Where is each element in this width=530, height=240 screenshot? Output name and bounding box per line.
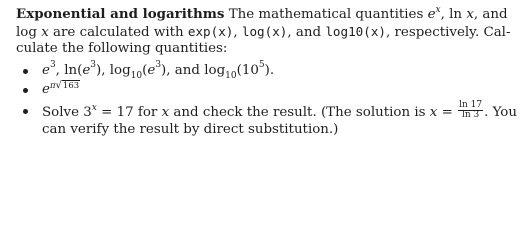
bullet-icon: [23, 88, 28, 93]
quantity-list: [16, 60, 524, 139]
math-e: e: [147, 62, 156, 78]
text: = 17 for: [96, 104, 162, 120]
section-heading: Exponential and logarithms: [16, 6, 225, 22]
fraction-numerator: ln 17: [459, 99, 483, 110]
exponent: 3: [155, 60, 162, 71]
math-log: log: [109, 62, 131, 78]
math-e: e: [82, 62, 91, 78]
text: ), and: [161, 62, 205, 78]
math-e: e: [42, 82, 50, 98]
solution-fraction: [458, 101, 483, 120]
math-x: x: [466, 7, 474, 22]
bullet-icon: [23, 69, 28, 74]
intro-text: , respectively. Cal-: [386, 24, 511, 40]
math-x-exponent: x: [435, 4, 441, 15]
math-ln: ln: [64, 62, 78, 78]
list-item: [16, 99, 524, 139]
intro-text: ,: [440, 7, 450, 22]
intro-text: ,: [233, 24, 242, 40]
intro-text: , and: [287, 24, 326, 40]
text: Solve 3: [42, 104, 92, 120]
sqrt-argument: 163: [62, 81, 80, 92]
text: . You: [484, 104, 517, 120]
math-x: x: [429, 104, 438, 120]
document: [16, 6, 524, 142]
sqrt-icon: √: [55, 80, 62, 92]
code-log: log(x): [241, 23, 288, 39]
code-log10: log10(x): [325, 23, 387, 39]
text: ).: [264, 62, 275, 78]
intro-paragraph: [16, 6, 524, 58]
intro-text: , and: [473, 7, 508, 22]
text: ),: [96, 62, 110, 78]
bullet-3-line-1: [42, 99, 517, 120]
exponent: x: [91, 102, 97, 113]
exponent: 3: [49, 60, 56, 71]
math-pi: π: [49, 81, 56, 92]
intro-text: The mathematical quantities: [224, 7, 428, 22]
text: ,: [55, 62, 65, 78]
exponent-pi-sqrt: [50, 78, 80, 95]
bullet-1-text: [42, 60, 275, 82]
intro-line-1: [16, 4, 508, 22]
intro-line-2: [16, 25, 511, 40]
math-log: log: [16, 24, 37, 40]
math-e: [427, 4, 441, 22]
intro-text: are calculated with: [48, 24, 188, 40]
math-ln: ln: [449, 7, 463, 22]
subscript: 10: [130, 71, 143, 82]
math-e: e: [42, 62, 50, 78]
math-x: x: [41, 24, 49, 40]
text: (: [142, 62, 148, 78]
list-item: [16, 60, 524, 82]
text: and check the result. (The solution is: [169, 104, 430, 120]
subscript: 10: [225, 71, 237, 82]
text: =: [437, 104, 458, 120]
exponent: 3: [90, 60, 97, 71]
text: (10: [236, 62, 259, 78]
code-exp: exp(x): [187, 23, 234, 39]
math-log: log: [204, 62, 226, 78]
bullet-icon: [23, 109, 28, 114]
math-x: x: [161, 104, 170, 120]
bullet-3-line-2: can verify the result by direct substitution.): [42, 121, 339, 137]
exponent: 5: [258, 60, 265, 71]
text: (: [77, 62, 83, 78]
bullet-2-text: [42, 82, 80, 97]
fraction-denominator: ln 3: [461, 109, 480, 120]
math-e-base: e: [427, 7, 436, 22]
list-item: [16, 82, 524, 100]
intro-line-3: culate the following quantities:: [16, 41, 228, 57]
